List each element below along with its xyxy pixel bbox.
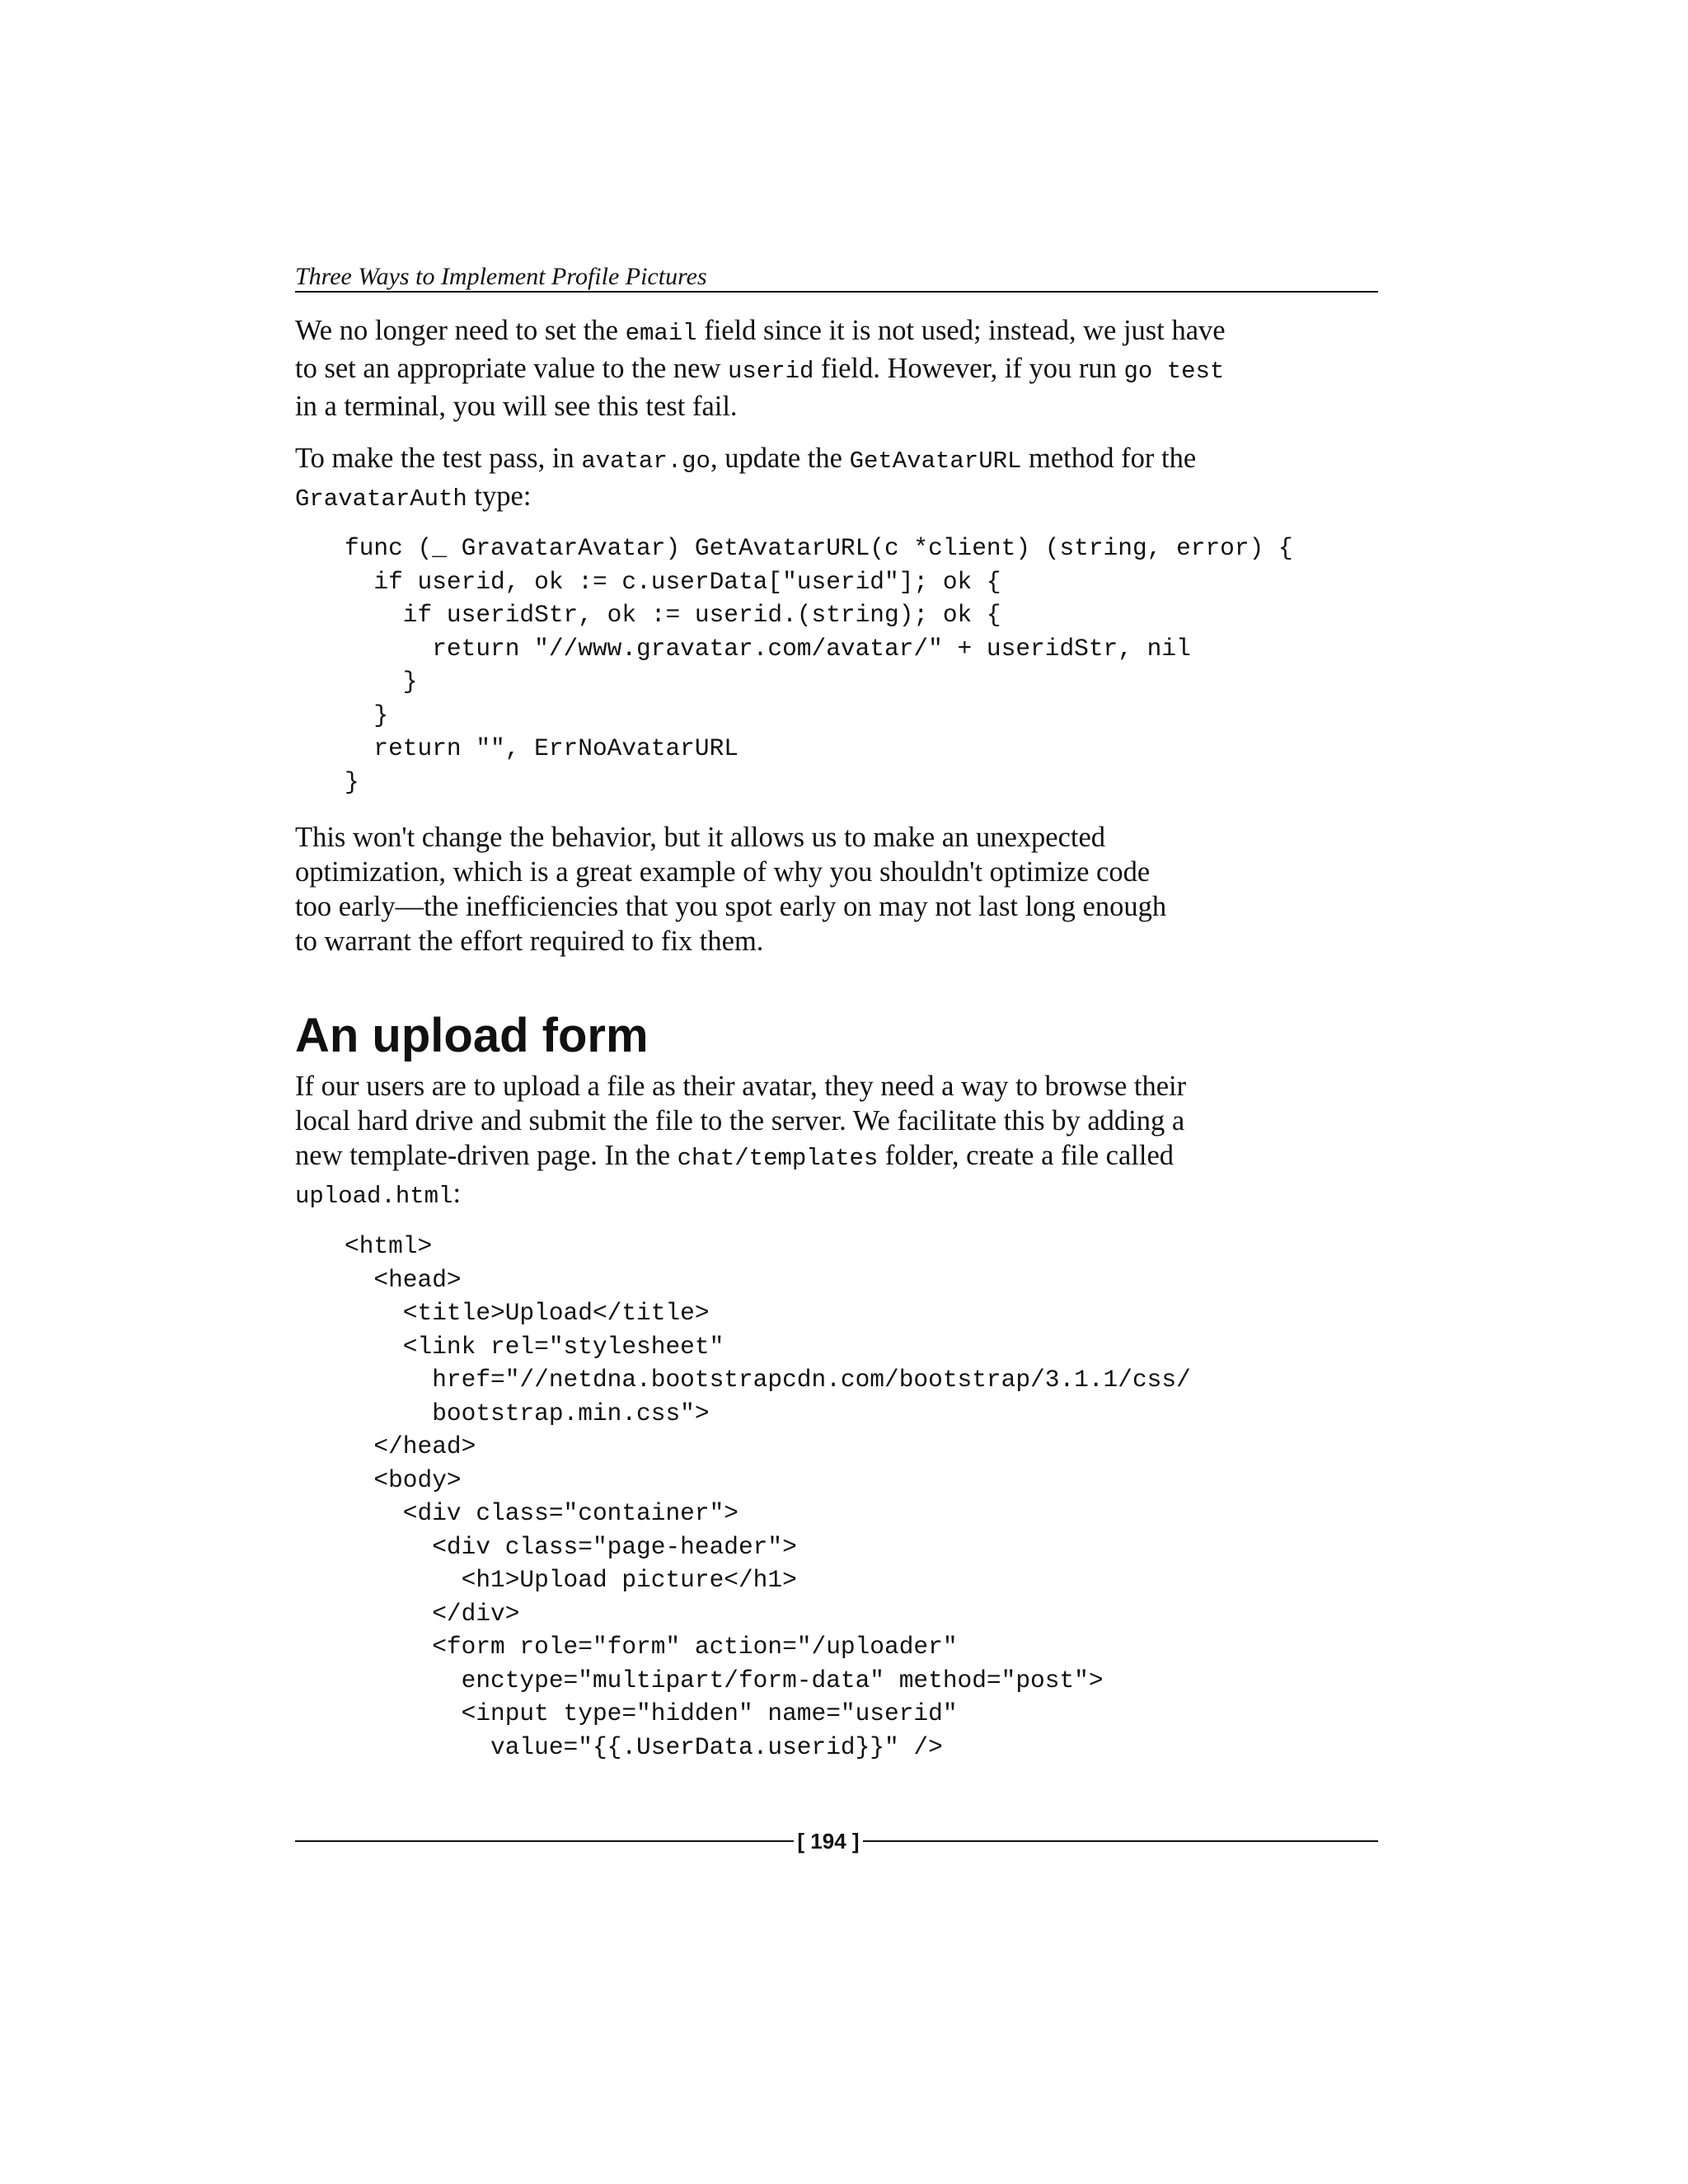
code-line: func (_ GravatarAvatar) GetAvatarURL(c *client) (string, error) {: [345, 534, 1293, 562]
text-run: We no longer need to set the: [295, 315, 626, 346]
code-line: </head>: [345, 1432, 476, 1460]
inline-code: chat/templates: [677, 1145, 879, 1172]
text-run: field since it is not used; instead, we just have: [696, 315, 1226, 346]
text-run: local hard drive and submit the file to the server. We facilitate this by adding a: [295, 1105, 1185, 1137]
code-line: <link rel="stylesheet": [345, 1332, 724, 1361]
code-line: <title>Upload</title>: [345, 1299, 710, 1327]
footer-rule-left: [295, 1840, 794, 1842]
code-line: }: [345, 701, 389, 729]
code-line: if userid, ok := c.userData["userid"]; ok {: [345, 567, 1001, 596]
footer-rule-right: [863, 1840, 1378, 1842]
inline-code: upload.html: [295, 1183, 453, 1210]
header-rule: [295, 291, 1378, 293]
code-line: <h1>Upload picture</h1>: [345, 1566, 797, 1594]
section-heading: An upload form: [295, 1009, 649, 1062]
text-run: , update the: [710, 443, 850, 474]
inline-code: userid: [727, 358, 814, 385]
code-line: value="{{.UserData.userid}}" />: [345, 1732, 943, 1761]
text-line: [295, 313, 1378, 351]
paragraph-3: [295, 820, 1378, 958]
text-line: [295, 820, 1378, 855]
text-line: [295, 441, 1378, 479]
text-line: [295, 855, 1378, 889]
code-line: return "//www.gravatar.com/avatar/" + useridStr, nil: [345, 634, 1191, 663]
code-line: href="//netdna.bootstrapcdn.com/bootstrap/3.1.1/css/: [345, 1366, 1191, 1394]
text-line: [295, 351, 1378, 389]
text-run: to set an appropriate value to the new: [295, 353, 728, 384]
text-run: optimization, which is a great example of why you shouldn't optimize code: [295, 856, 1151, 888]
code-line: <div class="page-header">: [345, 1532, 797, 1561]
text-run: to warrant the effort required to fix them.: [295, 926, 764, 957]
code-line: <input type="hidden" name="userid": [345, 1699, 958, 1727]
text-run: folder, create a file called: [878, 1140, 1175, 1171]
code-block-go: [345, 532, 1293, 799]
code-line: }: [345, 668, 418, 696]
text-line: [295, 1069, 1378, 1104]
code-line: <head>: [345, 1265, 462, 1294]
running-header: Three Ways to Implement Profile Pictures: [295, 263, 707, 290]
text-run: This won't change the behavior, but it allows us to make an unexpected: [295, 822, 1106, 853]
page-number: [ 194 ]: [797, 1829, 860, 1854]
text-run: method for the: [1021, 443, 1197, 474]
code-line: <div class="container">: [345, 1499, 738, 1527]
text-line: [295, 389, 1378, 424]
code-line: if useridStr, ok := userid.(string); ok {: [345, 601, 1001, 629]
text-line: [295, 1138, 1378, 1176]
inline-code: email: [625, 320, 697, 347]
text-line: [295, 1176, 1378, 1214]
code-line: <body>: [345, 1465, 462, 1494]
text-run: type:: [467, 480, 532, 512]
text-line: [295, 924, 1378, 958]
code-block-html: [345, 1230, 1191, 1764]
paragraph-4: [295, 1069, 1378, 1214]
inline-code: GetAvatarURL: [849, 448, 1022, 475]
code-line: return "", ErrNoAvatarURL: [345, 734, 738, 762]
text-line: [295, 1104, 1378, 1138]
text-run: new template-driven page. In the: [295, 1140, 678, 1171]
code-line: }: [345, 767, 359, 796]
inline-code: avatar.go: [581, 448, 710, 475]
paragraph-1: [295, 313, 1378, 424]
inline-code: go test: [1123, 358, 1225, 385]
text-run: :: [452, 1178, 462, 1209]
code-line: </div>: [345, 1599, 520, 1628]
text-line: [295, 479, 1378, 517]
text-run: To make the test pass, in: [295, 443, 582, 474]
code-line: <html>: [345, 1232, 433, 1260]
page-footer: [295, 1825, 1378, 1858]
code-line: bootstrap.min.css">: [345, 1399, 710, 1427]
inline-code: GravatarAuth: [295, 485, 467, 513]
text-run: If our users are to upload a file as their avatar, they need a way to browse their: [295, 1071, 1187, 1102]
text-run: field. However, if you run: [814, 353, 1124, 384]
code-line: enctype="multipart/form-data" method="post">: [345, 1666, 1104, 1694]
code-line: <form role="form" action="/uploader": [345, 1633, 958, 1661]
text-run: in a terminal, you will see this test fail.: [295, 391, 738, 422]
text-line: [295, 889, 1378, 924]
paragraph-2: [295, 441, 1378, 517]
text-run: too early—the inefficiencies that you spot early on may not last long enough: [295, 891, 1167, 922]
